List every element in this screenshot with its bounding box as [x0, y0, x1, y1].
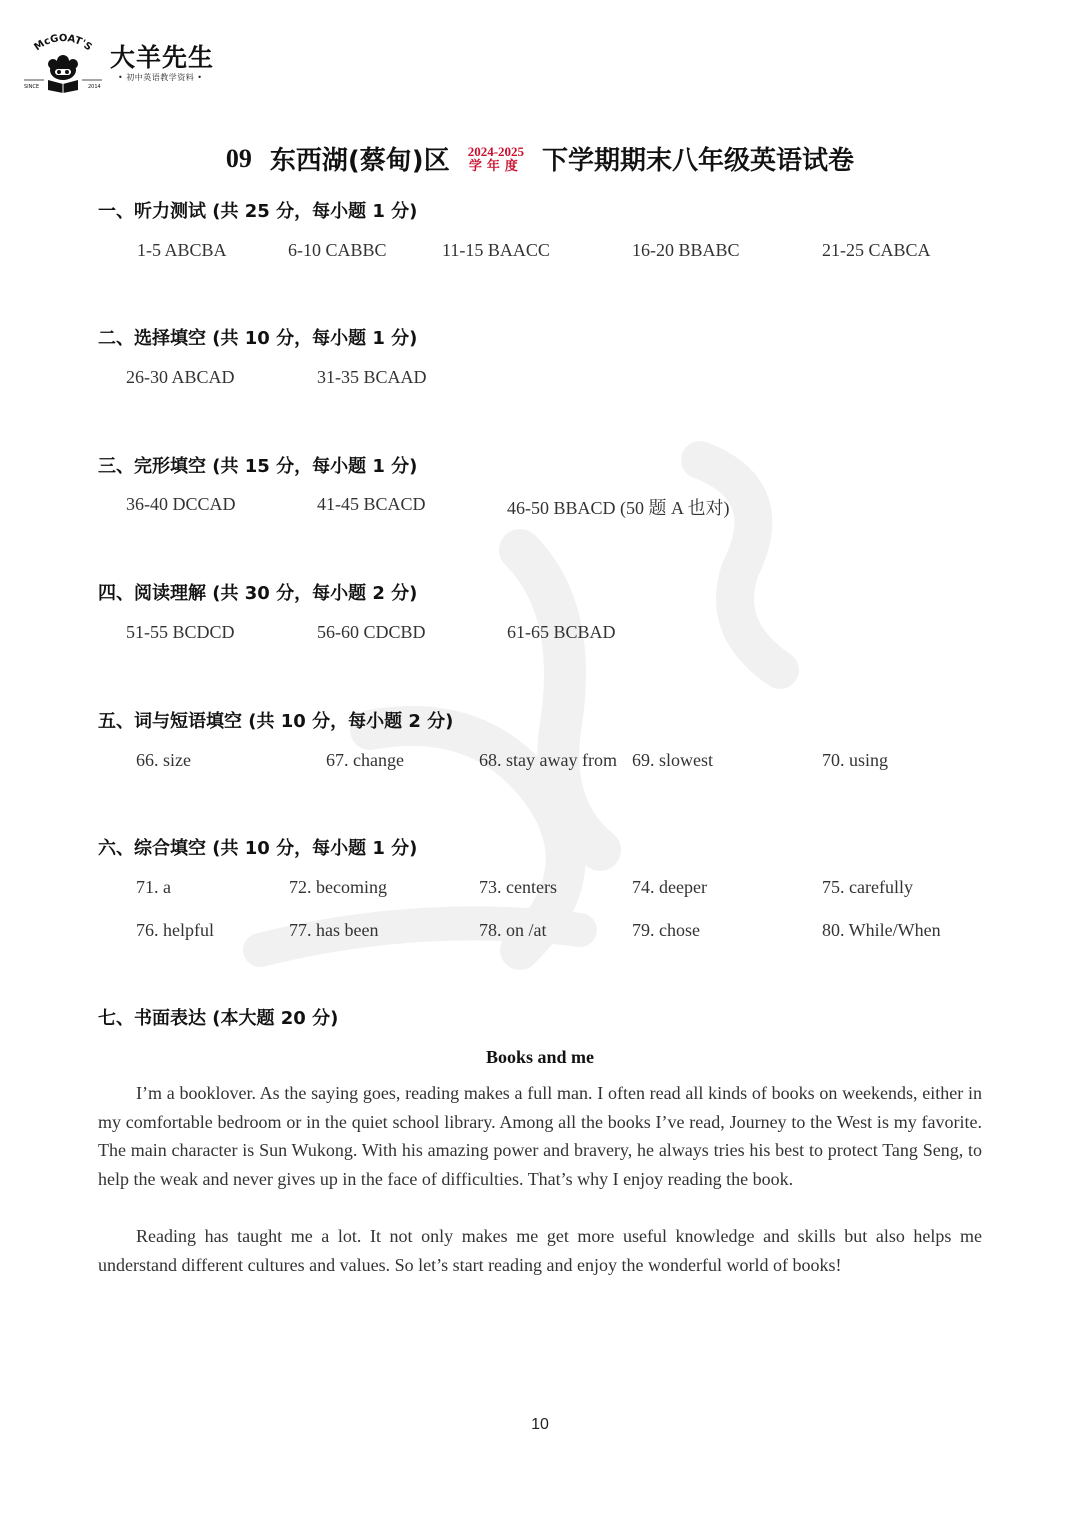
answer-item: 36-40 DCCAD [126, 494, 236, 514]
title-number: 09 [225, 143, 252, 173]
answer-item: 80. While/When [822, 920, 941, 940]
title-region: 东西湖(蔡甸)区 [269, 146, 450, 176]
answer-item: 73. centers [479, 877, 557, 897]
title-rest: 下学期期末八年级英语试卷 [542, 146, 855, 176]
section-heading-writing: 七、书面表达 (本大题 20 分) [98, 1008, 339, 1029]
logo-since-label: SINCE [24, 84, 40, 90]
answer-item: 72. becoming [289, 877, 387, 897]
section-heading-cloze: 三、完形填空 (共 15 分，每小题 1 分) [98, 456, 418, 477]
answer-item: 16-20 BBABC [632, 240, 740, 260]
section-heading-choice: 二、选择填空 (共 10 分，每小题 1 分) [98, 328, 418, 349]
answer-item: 46-50 BBACD (50 题 A 也对) [507, 498, 730, 518]
title-year: 2024-2025 [467, 143, 525, 159]
answer-item: 78. on /at [479, 920, 547, 940]
answer-item: 11-15 BAACC [442, 240, 550, 260]
page-title [0, 140, 1080, 180]
svg-text:McGOAT'S [32, 33, 93, 53]
brand-tagline: • 初中英语教学资料 • [118, 73, 203, 82]
section-heading-reading: 四、阅读理解 (共 30 分，每小题 2 分) [98, 583, 418, 604]
answer-item: 67. change [326, 750, 404, 770]
answer-item: 74. deeper [632, 877, 707, 897]
essay-paragraph: I’m a booklover. As the saying goes, reading makes a full man. I often read all kinds of books on weekends, either in my comfortable bedroom or in the quiet school library. Among all the books I’ve read, Journey to the West is my favorite. The main character is Sun Wukong. With his amazing power and bravery, he always tries his best to protect Tang Seng, to help the weak and never gives up in the face of difficulties. That’s why I enjoy reading the book. [98, 1083, 982, 1189]
page-number: 10 [531, 1416, 549, 1433]
answer-item: 41-45 BCACD [317, 494, 426, 514]
answer-item: 69. slowest [632, 750, 713, 770]
answer-item: 31-35 BCAAD [317, 367, 427, 387]
answer-item: 79. chose [632, 920, 700, 940]
logo-arc-text: McGOAT'S [32, 33, 94, 54]
answer-item: 70. using [822, 750, 889, 770]
brand-logo [18, 30, 228, 96]
answer-item: 51-55 BCDCD [126, 622, 235, 642]
logo-since-year: 2014 [88, 84, 101, 90]
title-school-year [468, 144, 524, 174]
answer-item: 77. has been [289, 920, 379, 940]
title-year-suffix: 学年度 [468, 158, 523, 174]
answer-item: 26-30 ABCAD [126, 367, 235, 387]
answer-item: 6-10 CABBC [288, 240, 387, 260]
answer-item: 21-25 CABCA [822, 240, 931, 260]
answer-item: 66. size [136, 750, 191, 770]
answer-item: 76. helpful [136, 920, 214, 940]
brand-name: 大羊先生 [110, 43, 215, 72]
sheep-reading-logo-icon [18, 30, 108, 96]
essay-paragraph: Reading has taught me a lot. It not only makes me get more useful knowledge and skills but also helps me understand different cultures and values. So let’s start reading and enjoy the wonderful world of books! [98, 1226, 982, 1275]
answer-item: 75. carefully [822, 877, 913, 897]
answer-item: 68. stay away from [479, 750, 617, 770]
answer-item: 71. a [136, 877, 171, 897]
answer-item: 1-5 ABCBA [137, 240, 227, 260]
answer-item: 56-60 CDCBD [317, 622, 426, 642]
essay-title: Books and me [485, 1047, 595, 1067]
section-heading-comprehensive: 六、综合填空 (共 10 分，每小题 1 分) [98, 838, 418, 859]
section-heading-word-fill: 五、词与短语填空 (共 10 分，每小题 2 分) [98, 711, 454, 732]
section-heading-listening: 一、听力测试 (共 25 分，每小题 1 分) [98, 201, 418, 222]
answer-item: 61-65 BCBAD [507, 622, 616, 642]
calligraphy-watermark-icon [220, 430, 860, 1050]
